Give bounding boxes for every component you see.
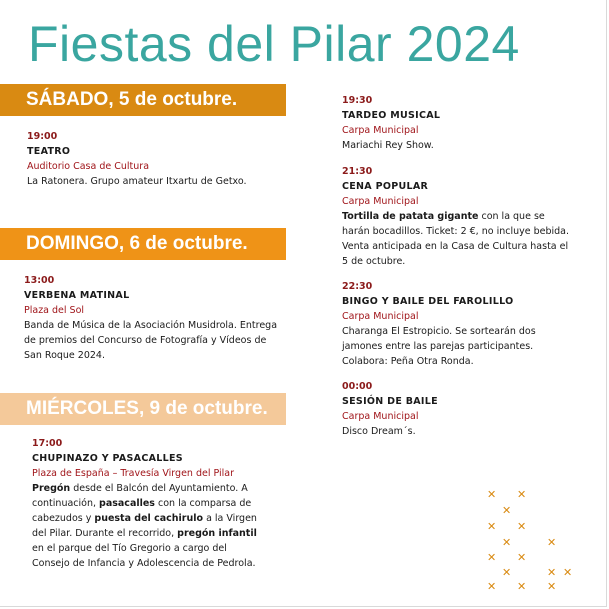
event-bingo-farolillo [342, 279, 572, 369]
event-tardeo-musical [342, 93, 572, 153]
decorative-cross-icon: ✕ [517, 551, 527, 564]
decorative-cross-icon: ✕ [547, 536, 557, 549]
event-time: 22:30 [342, 281, 373, 292]
decorative-cross-icon: ✕ [487, 488, 497, 501]
event-name: CENA POPULAR [342, 181, 429, 192]
event-time: 21:30 [342, 166, 373, 177]
event-name: CHUPINAZO Y PASACALLES [32, 453, 183, 464]
event-description: Banda de Música de la Asociación Musidrola. Entrega de premios del Concurso de Fotografía y Vídeos de San Roque 2024. [24, 320, 278, 361]
decorative-cross-icon: ✕ [487, 520, 497, 533]
event-place: Plaza de España – Travesía Virgen del Pilar [32, 468, 235, 479]
event-name: BINGO Y BAILE DEL FAROLILLO [342, 296, 514, 307]
event-cena-popular [342, 164, 572, 269]
event-name: VERBENA MATINAL [24, 290, 130, 301]
decorative-cross-icon: ✕ [502, 536, 512, 549]
event-name: SESIÓN DE BAILE [342, 396, 438, 407]
event-place: Carpa Municipal [342, 311, 419, 322]
decorative-cross-icon: ✕ [547, 566, 557, 579]
event-chupinazo [32, 436, 258, 571]
decorative-cross-icon: ✕ [487, 551, 497, 564]
event-description: Disco Dream´s. [342, 426, 416, 437]
event-sesion-baile [342, 379, 572, 439]
event-teatro [27, 129, 282, 189]
decorative-cross-icon: ✕ [517, 580, 527, 593]
decorative-cross-icon: ✕ [502, 566, 512, 579]
event-place: Plaza del Sol [24, 305, 85, 316]
event-description: La Ratonera. Grupo amateur Itxartu de Getxo. [27, 176, 247, 187]
event-name: TEATRO [27, 146, 71, 157]
event-description: Mariachi Rey Show. [342, 140, 434, 151]
decorative-cross-icon: ✕ [547, 580, 557, 593]
event-time: 17:00 [32, 438, 63, 449]
event-verbena-matinal [24, 273, 279, 363]
event-place: Carpa Municipal [342, 411, 419, 422]
event-description: Tortilla de patata gigante con la que se harán bocadillos. Ticket: 2 €, no incluye bebida. Venta anticipada en la Casa de Cultura hasta el 5 de octubre. [342, 211, 570, 267]
event-time: 13:00 [24, 275, 55, 286]
decorative-cross-icon: ✕ [517, 520, 527, 533]
event-place: Carpa Municipal [342, 196, 419, 207]
decorative-cross-icon: ✕ [563, 566, 573, 579]
day-banner-wednesday: MIÉRCOLES, 9 de octubre. [0, 393, 286, 425]
event-time: 19:00 [27, 131, 58, 142]
event-place: Auditorio Casa de Cultura [27, 161, 150, 172]
event-time: 00:00 [342, 381, 373, 392]
event-place: Carpa Municipal [342, 125, 419, 136]
decorative-cross-icon: ✕ [487, 580, 497, 593]
day-banner-sunday: DOMINGO, 6 de octubre. [0, 228, 286, 260]
day-banner-saturday: SÁBADO, 5 de octubre. [0, 84, 286, 116]
page-title: Fiestas del Pilar 2024 [28, 16, 520, 72]
event-name: TARDEO MUSICAL [342, 110, 441, 121]
event-time: 19:30 [342, 95, 373, 106]
decorative-cross-icon: ✕ [517, 488, 527, 501]
event-description: Charanga El Estropicio. Se sortearán dos jamones entre las parejas participantes. Colabora: Peña Otra Ronda. [342, 326, 536, 367]
event-description: Pregón desde el Balcón del Ayuntamiento. A continuación, pasacalles con la comparsa de cabezudos y puesta del cachirulo a la Virgen del Pilar. Durante el recorrido, pregón infantil en el parque del Tío Gregorio a cargo del Consejo de Infancia y Adolescencia de Pedrola. [32, 483, 257, 569]
decorative-cross-icon: ✕ [502, 504, 512, 517]
